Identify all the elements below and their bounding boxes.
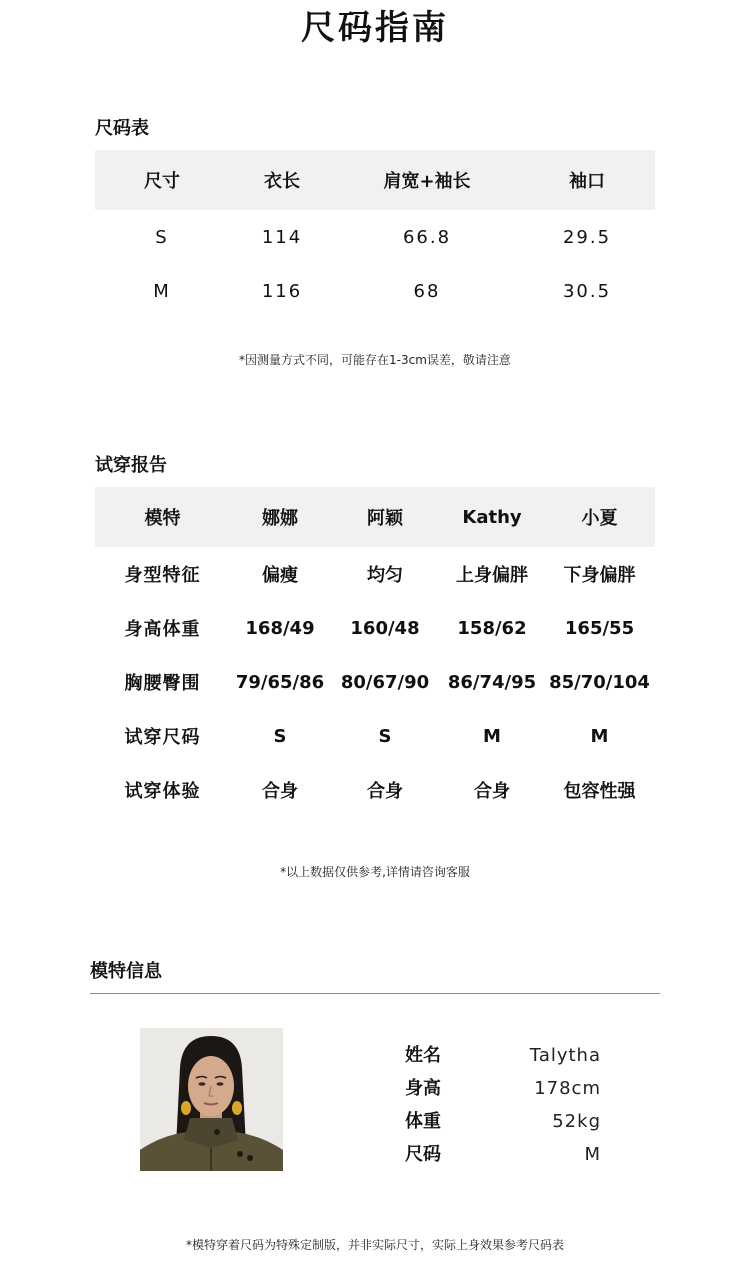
fit-report-cell: 上身偏胖 xyxy=(456,565,528,586)
fit-report-cell: 158/62 xyxy=(457,617,527,639)
fit-report-row-label: 试穿尺码 xyxy=(124,727,201,748)
model-info-row-height xyxy=(405,1072,605,1105)
fit-report-cell: 160/48 xyxy=(350,617,420,639)
fit-report-cell: M xyxy=(483,725,501,747)
size-chart-header-cell: 肩宽+袖长 xyxy=(383,171,471,192)
model-info-label: 体重 xyxy=(405,1111,441,1132)
size-chart-title: 尺码表 xyxy=(95,118,149,139)
fit-report-cell: M xyxy=(590,725,609,747)
size-chart-table xyxy=(95,150,655,318)
table-row xyxy=(95,709,655,763)
model-info-label: 身高 xyxy=(405,1078,441,1099)
fit-report-cell: 80/67/90 xyxy=(340,671,430,693)
fit-report-cell: 165/55 xyxy=(564,617,635,639)
fit-report-header-row xyxy=(95,487,655,547)
fit-report-header-cell: 小夏 xyxy=(581,508,618,529)
fit-report-row-label: 身型特征 xyxy=(124,565,201,586)
model-photo xyxy=(140,1028,283,1171)
table-row xyxy=(95,655,655,709)
size-chart-cell: M xyxy=(153,280,171,302)
model-info-row-name xyxy=(405,1039,605,1072)
size-chart-header-cell: 袖口 xyxy=(569,171,605,192)
fit-report-cell: S xyxy=(378,725,392,747)
fit-report-row-label: 身高体重 xyxy=(124,619,201,640)
size-chart-header-cell: 尺寸 xyxy=(144,171,180,192)
fit-report-cell: 偏瘦 xyxy=(262,565,298,586)
fit-report-cell: 合身 xyxy=(474,781,510,802)
fit-report-header-cell: 模特 xyxy=(144,508,181,529)
size-chart-note: *因测量方式不同，可能存在1-3cm误差，敬请注意 xyxy=(239,353,511,367)
fit-report-header-cell: 娜娜 xyxy=(262,508,298,529)
table-row xyxy=(95,601,655,655)
size-chart-cell: 30.5 xyxy=(562,280,612,302)
table-row xyxy=(95,763,655,817)
size-chart-cell: 66.8 xyxy=(402,226,452,248)
model-info-value: M xyxy=(584,1144,601,1165)
fit-report-row-label: 试穿体验 xyxy=(124,781,201,802)
model-info-value: Talytha xyxy=(529,1045,601,1066)
fit-report-cell: 85/70/104 xyxy=(549,671,650,693)
model-info-row-weight xyxy=(405,1105,605,1138)
model-info-title: 模特信息 xyxy=(90,961,162,982)
page-title: 尺码指南 xyxy=(301,8,449,48)
size-chart-cell: 29.5 xyxy=(562,226,612,248)
fit-report-cell: 合身 xyxy=(262,781,298,802)
fit-report-table xyxy=(95,487,655,817)
table-row xyxy=(95,547,655,601)
fit-report-cell: S xyxy=(273,725,287,747)
model-info-value: 52kg xyxy=(552,1111,601,1132)
fit-report-header-cell: Kathy xyxy=(462,506,522,528)
section-divider xyxy=(90,993,660,994)
fit-report-cell: 合身 xyxy=(367,781,403,802)
fit-report-cell: 86/74/95 xyxy=(447,671,537,693)
fit-report-cell: 包容性强 xyxy=(563,781,636,802)
fit-report-cell: 79/65/86 xyxy=(235,671,325,693)
model-info-row-size xyxy=(405,1138,605,1171)
model-portrait-image xyxy=(140,1028,283,1171)
fit-report-cell: 下身偏胖 xyxy=(563,565,636,586)
fit-report-note: *以上数据仅供参考,详情请咨询客服 xyxy=(280,865,470,879)
table-row xyxy=(95,264,655,318)
size-chart-cell: 114 xyxy=(261,226,303,248)
size-chart-header-row xyxy=(95,150,655,210)
fit-report-cell: 均匀 xyxy=(367,565,403,586)
model-info-value: 178cm xyxy=(534,1078,601,1099)
size-chart-header-cell: 衣长 xyxy=(264,171,300,192)
table-row xyxy=(95,210,655,264)
size-chart-cell: 68 xyxy=(413,280,441,302)
fit-report-title: 试穿报告 xyxy=(95,455,167,476)
model-info-label: 姓名 xyxy=(405,1045,441,1066)
fit-report-cell: 168/49 xyxy=(245,617,315,639)
size-chart-cell: 116 xyxy=(261,280,303,302)
model-info-label: 尺码 xyxy=(405,1144,441,1165)
size-chart-cell: S xyxy=(155,226,169,248)
fit-report-row-label: 胸腰臀围 xyxy=(124,673,201,694)
fit-report-header-cell: 阿颖 xyxy=(367,508,403,529)
model-info-note: *模特穿着尺码为特殊定制版，并非实际尺寸，实际上身效果参考尺码表 xyxy=(185,1238,564,1252)
